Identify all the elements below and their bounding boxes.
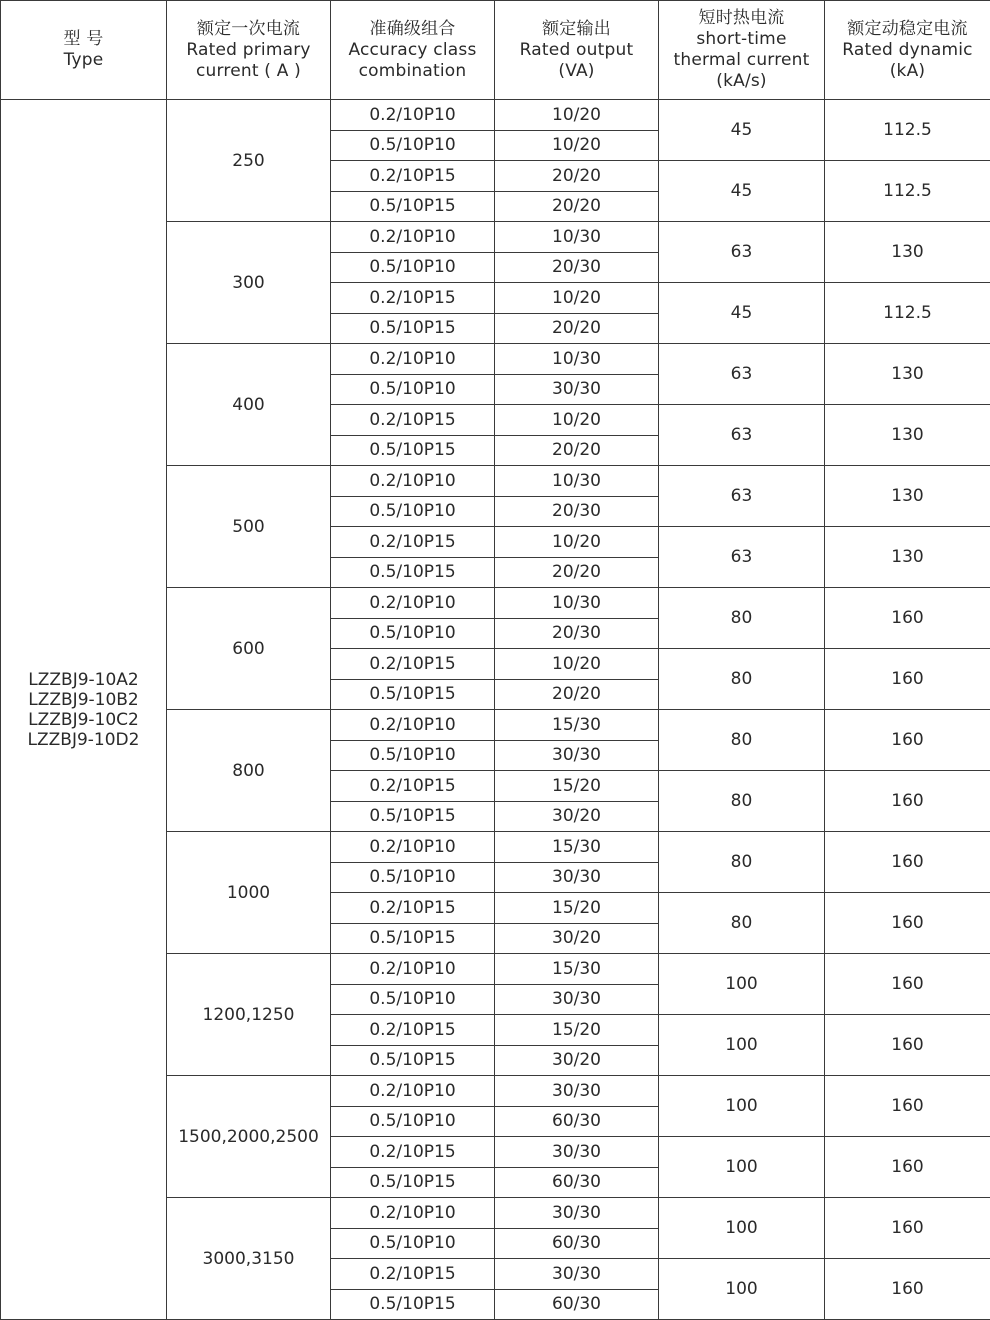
output-cell: 10/20: [495, 405, 659, 436]
accuracy-cell: 0.5/10P15: [331, 679, 495, 710]
accuracy-cell: 0.2/10P10: [331, 1198, 495, 1229]
table-body: [1, 100, 990, 1320]
dynamic-current-cell: 112.5: [825, 283, 990, 344]
thermal-current-cell: 80: [659, 832, 825, 893]
thermal-current-cell: 80: [659, 649, 825, 710]
header-output-zh: 额定输出: [495, 19, 658, 40]
type-cell: [1, 100, 167, 1320]
accuracy-cell: 0.2/10P10: [331, 344, 495, 375]
accuracy-cell: 0.2/10P15: [331, 405, 495, 436]
accuracy-cell: 0.5/10P10: [331, 252, 495, 283]
dynamic-current-cell: 130: [825, 405, 990, 466]
header-current-en-2: current ( A ): [167, 61, 330, 82]
output-cell: 30/30: [495, 1198, 659, 1229]
header-type-zh: 型 号: [1, 29, 166, 50]
output-cell: 30/30: [495, 374, 659, 405]
output-cell: 30/30: [495, 1076, 659, 1107]
output-cell: 30/20: [495, 801, 659, 832]
dynamic-current-cell: 160: [825, 771, 990, 832]
header-thermal-en-2: thermal current: [659, 50, 824, 71]
header-current-en-1: Rated primary: [167, 40, 330, 61]
header-current-zh: 额定一次电流: [167, 19, 330, 40]
accuracy-cell: 0.2/10P15: [331, 893, 495, 924]
rated-current-cell: 1000: [167, 832, 331, 954]
header-dynamic-current: [825, 1, 990, 100]
thermal-current-cell: 80: [659, 588, 825, 649]
type-model: LZZBJ9-10D2: [1, 730, 166, 750]
output-cell: 10/20: [495, 283, 659, 314]
accuracy-cell: 0.2/10P10: [331, 954, 495, 985]
thermal-current-cell: 63: [659, 222, 825, 283]
header-thermal-zh: 短时热电流: [659, 8, 824, 29]
output-cell: 15/30: [495, 954, 659, 985]
dynamic-current-cell: 160: [825, 710, 990, 771]
accuracy-cell: 0.5/10P10: [331, 374, 495, 405]
dynamic-current-cell: 160: [825, 1137, 990, 1198]
dynamic-current-cell: 130: [825, 344, 990, 405]
dynamic-current-cell: 160: [825, 649, 990, 710]
header-accuracy-en-2: combination: [331, 61, 494, 82]
accuracy-cell: 0.2/10P10: [331, 466, 495, 497]
rated-current-cell: 250: [167, 100, 331, 222]
accuracy-cell: 0.2/10P10: [331, 100, 495, 131]
dynamic-current-cell: 112.5: [825, 100, 990, 161]
header-thermal-en-1: short-time: [659, 29, 824, 50]
dynamic-current-cell: 160: [825, 893, 990, 954]
output-cell: 15/20: [495, 771, 659, 802]
header-rated-primary-current: [167, 1, 331, 100]
output-cell: 10/20: [495, 100, 659, 131]
type-model: LZZBJ9-10C2: [1, 710, 166, 730]
thermal-current-cell: 80: [659, 771, 825, 832]
header-thermal-current: [659, 1, 825, 100]
accuracy-cell: 0.2/10P15: [331, 1015, 495, 1046]
dynamic-current-cell: 160: [825, 954, 990, 1015]
header-accuracy-class: [331, 1, 495, 100]
output-cell: 15/20: [495, 893, 659, 924]
thermal-current-cell: 45: [659, 283, 825, 344]
rated-current-cell: 800: [167, 710, 331, 832]
thermal-current-cell: 100: [659, 1076, 825, 1137]
output-cell: 15/20: [495, 1015, 659, 1046]
dynamic-current-cell: 160: [825, 588, 990, 649]
output-cell: 20/30: [495, 252, 659, 283]
accuracy-cell: 0.2/10P10: [331, 832, 495, 863]
output-cell: 60/30: [495, 1167, 659, 1198]
output-cell: 30/30: [495, 740, 659, 771]
output-cell: 20/20: [495, 191, 659, 222]
header-thermal-en-3: (kA/s): [659, 71, 824, 92]
rated-current-cell: 300: [167, 222, 331, 344]
dynamic-current-cell: 112.5: [825, 161, 990, 222]
output-cell: 30/20: [495, 1045, 659, 1076]
table-row: [1, 100, 990, 131]
accuracy-cell: 0.5/10P15: [331, 191, 495, 222]
type-model: LZZBJ9-10B2: [1, 690, 166, 710]
header-dynamic-en-2: (kA): [825, 61, 990, 82]
thermal-current-cell: 45: [659, 100, 825, 161]
header-dynamic-en-1: Rated dynamic: [825, 40, 990, 61]
header-rated-output: [495, 1, 659, 100]
thermal-current-cell: 100: [659, 954, 825, 1015]
output-cell: 60/30: [495, 1106, 659, 1137]
thermal-current-cell: 45: [659, 161, 825, 222]
dynamic-current-cell: 130: [825, 222, 990, 283]
accuracy-cell: 0.5/10P10: [331, 862, 495, 893]
output-cell: 10/20: [495, 649, 659, 680]
thermal-current-cell: 63: [659, 405, 825, 466]
header-accuracy-zh: 准确级组合: [331, 19, 494, 40]
accuracy-cell: 0.5/10P10: [331, 1228, 495, 1259]
output-cell: 20/30: [495, 496, 659, 527]
thermal-current-cell: 63: [659, 344, 825, 405]
accuracy-cell: 0.2/10P15: [331, 527, 495, 558]
dynamic-current-cell: 130: [825, 466, 990, 527]
accuracy-cell: 0.2/10P10: [331, 588, 495, 619]
accuracy-cell: 0.2/10P15: [331, 161, 495, 192]
output-cell: 30/30: [495, 1259, 659, 1290]
dynamic-current-cell: 160: [825, 1259, 990, 1320]
output-cell: 30/20: [495, 923, 659, 954]
accuracy-cell: 0.5/10P10: [331, 740, 495, 771]
thermal-current-cell: 63: [659, 527, 825, 588]
output-cell: 10/30: [495, 588, 659, 619]
output-cell: 20/30: [495, 618, 659, 649]
accuracy-cell: 0.2/10P15: [331, 1259, 495, 1290]
dynamic-current-cell: 160: [825, 1198, 990, 1259]
thermal-current-cell: 100: [659, 1137, 825, 1198]
output-cell: 60/30: [495, 1228, 659, 1259]
accuracy-cell: 0.5/10P10: [331, 618, 495, 649]
thermal-current-cell: 100: [659, 1259, 825, 1320]
thermal-current-cell: 80: [659, 893, 825, 954]
output-cell: 20/20: [495, 313, 659, 344]
accuracy-cell: 0.5/10P15: [331, 923, 495, 954]
accuracy-cell: 0.2/10P15: [331, 1137, 495, 1168]
rated-current-cell: 1200,1250: [167, 954, 331, 1076]
accuracy-cell: 0.5/10P15: [331, 1289, 495, 1320]
output-cell: 20/20: [495, 161, 659, 192]
output-cell: 20/20: [495, 679, 659, 710]
rated-current-cell: 1500,2000,2500: [167, 1076, 331, 1198]
output-cell: 10/20: [495, 130, 659, 161]
rated-current-cell: 600: [167, 588, 331, 710]
accuracy-cell: 0.2/10P10: [331, 222, 495, 253]
accuracy-cell: 0.2/10P10: [331, 710, 495, 741]
accuracy-cell: 0.5/10P10: [331, 984, 495, 1015]
output-cell: 15/30: [495, 832, 659, 863]
accuracy-cell: 0.5/10P10: [331, 130, 495, 161]
dynamic-current-cell: 160: [825, 1076, 990, 1137]
accuracy-cell: 0.5/10P10: [331, 1106, 495, 1137]
header-output-en-1: Rated output: [495, 40, 658, 61]
thermal-current-cell: 100: [659, 1015, 825, 1076]
output-cell: 10/30: [495, 344, 659, 375]
rated-current-cell: 400: [167, 344, 331, 466]
rated-current-cell: 3000,3150: [167, 1198, 331, 1320]
header-row: [1, 1, 990, 100]
output-cell: 10/30: [495, 466, 659, 497]
accuracy-cell: 0.5/10P15: [331, 557, 495, 588]
accuracy-cell: 0.2/10P15: [331, 283, 495, 314]
accuracy-cell: 0.2/10P10: [331, 1076, 495, 1107]
accuracy-cell: 0.5/10P15: [331, 1167, 495, 1198]
accuracy-cell: 0.2/10P15: [331, 649, 495, 680]
thermal-current-cell: 100: [659, 1198, 825, 1259]
thermal-current-cell: 63: [659, 466, 825, 527]
accuracy-cell: 0.5/10P10: [331, 496, 495, 527]
header-type-en: Type: [1, 50, 166, 71]
accuracy-cell: 0.5/10P15: [331, 435, 495, 466]
dynamic-current-cell: 130: [825, 527, 990, 588]
header-type: [1, 1, 167, 100]
output-cell: 30/30: [495, 984, 659, 1015]
output-cell: 20/20: [495, 557, 659, 588]
header-accuracy-en-1: Accuracy class: [331, 40, 494, 61]
output-cell: 15/30: [495, 710, 659, 741]
dynamic-current-cell: 160: [825, 1015, 990, 1076]
accuracy-cell: 0.5/10P15: [331, 313, 495, 344]
type-model: LZZBJ9-10A2: [1, 670, 166, 690]
output-cell: 30/30: [495, 862, 659, 893]
accuracy-cell: 0.5/10P15: [331, 801, 495, 832]
accuracy-cell: 0.2/10P15: [331, 771, 495, 802]
thermal-current-cell: 80: [659, 710, 825, 771]
header-output-en-2: (VA): [495, 61, 658, 82]
accuracy-cell: 0.5/10P15: [331, 1045, 495, 1076]
output-cell: 30/30: [495, 1137, 659, 1168]
rated-current-cell: 500: [167, 466, 331, 588]
output-cell: 10/30: [495, 222, 659, 253]
dynamic-current-cell: 160: [825, 832, 990, 893]
output-cell: 60/30: [495, 1289, 659, 1320]
header-dynamic-zh: 额定动稳定电流: [825, 19, 990, 40]
output-cell: 20/20: [495, 435, 659, 466]
output-cell: 10/20: [495, 527, 659, 558]
